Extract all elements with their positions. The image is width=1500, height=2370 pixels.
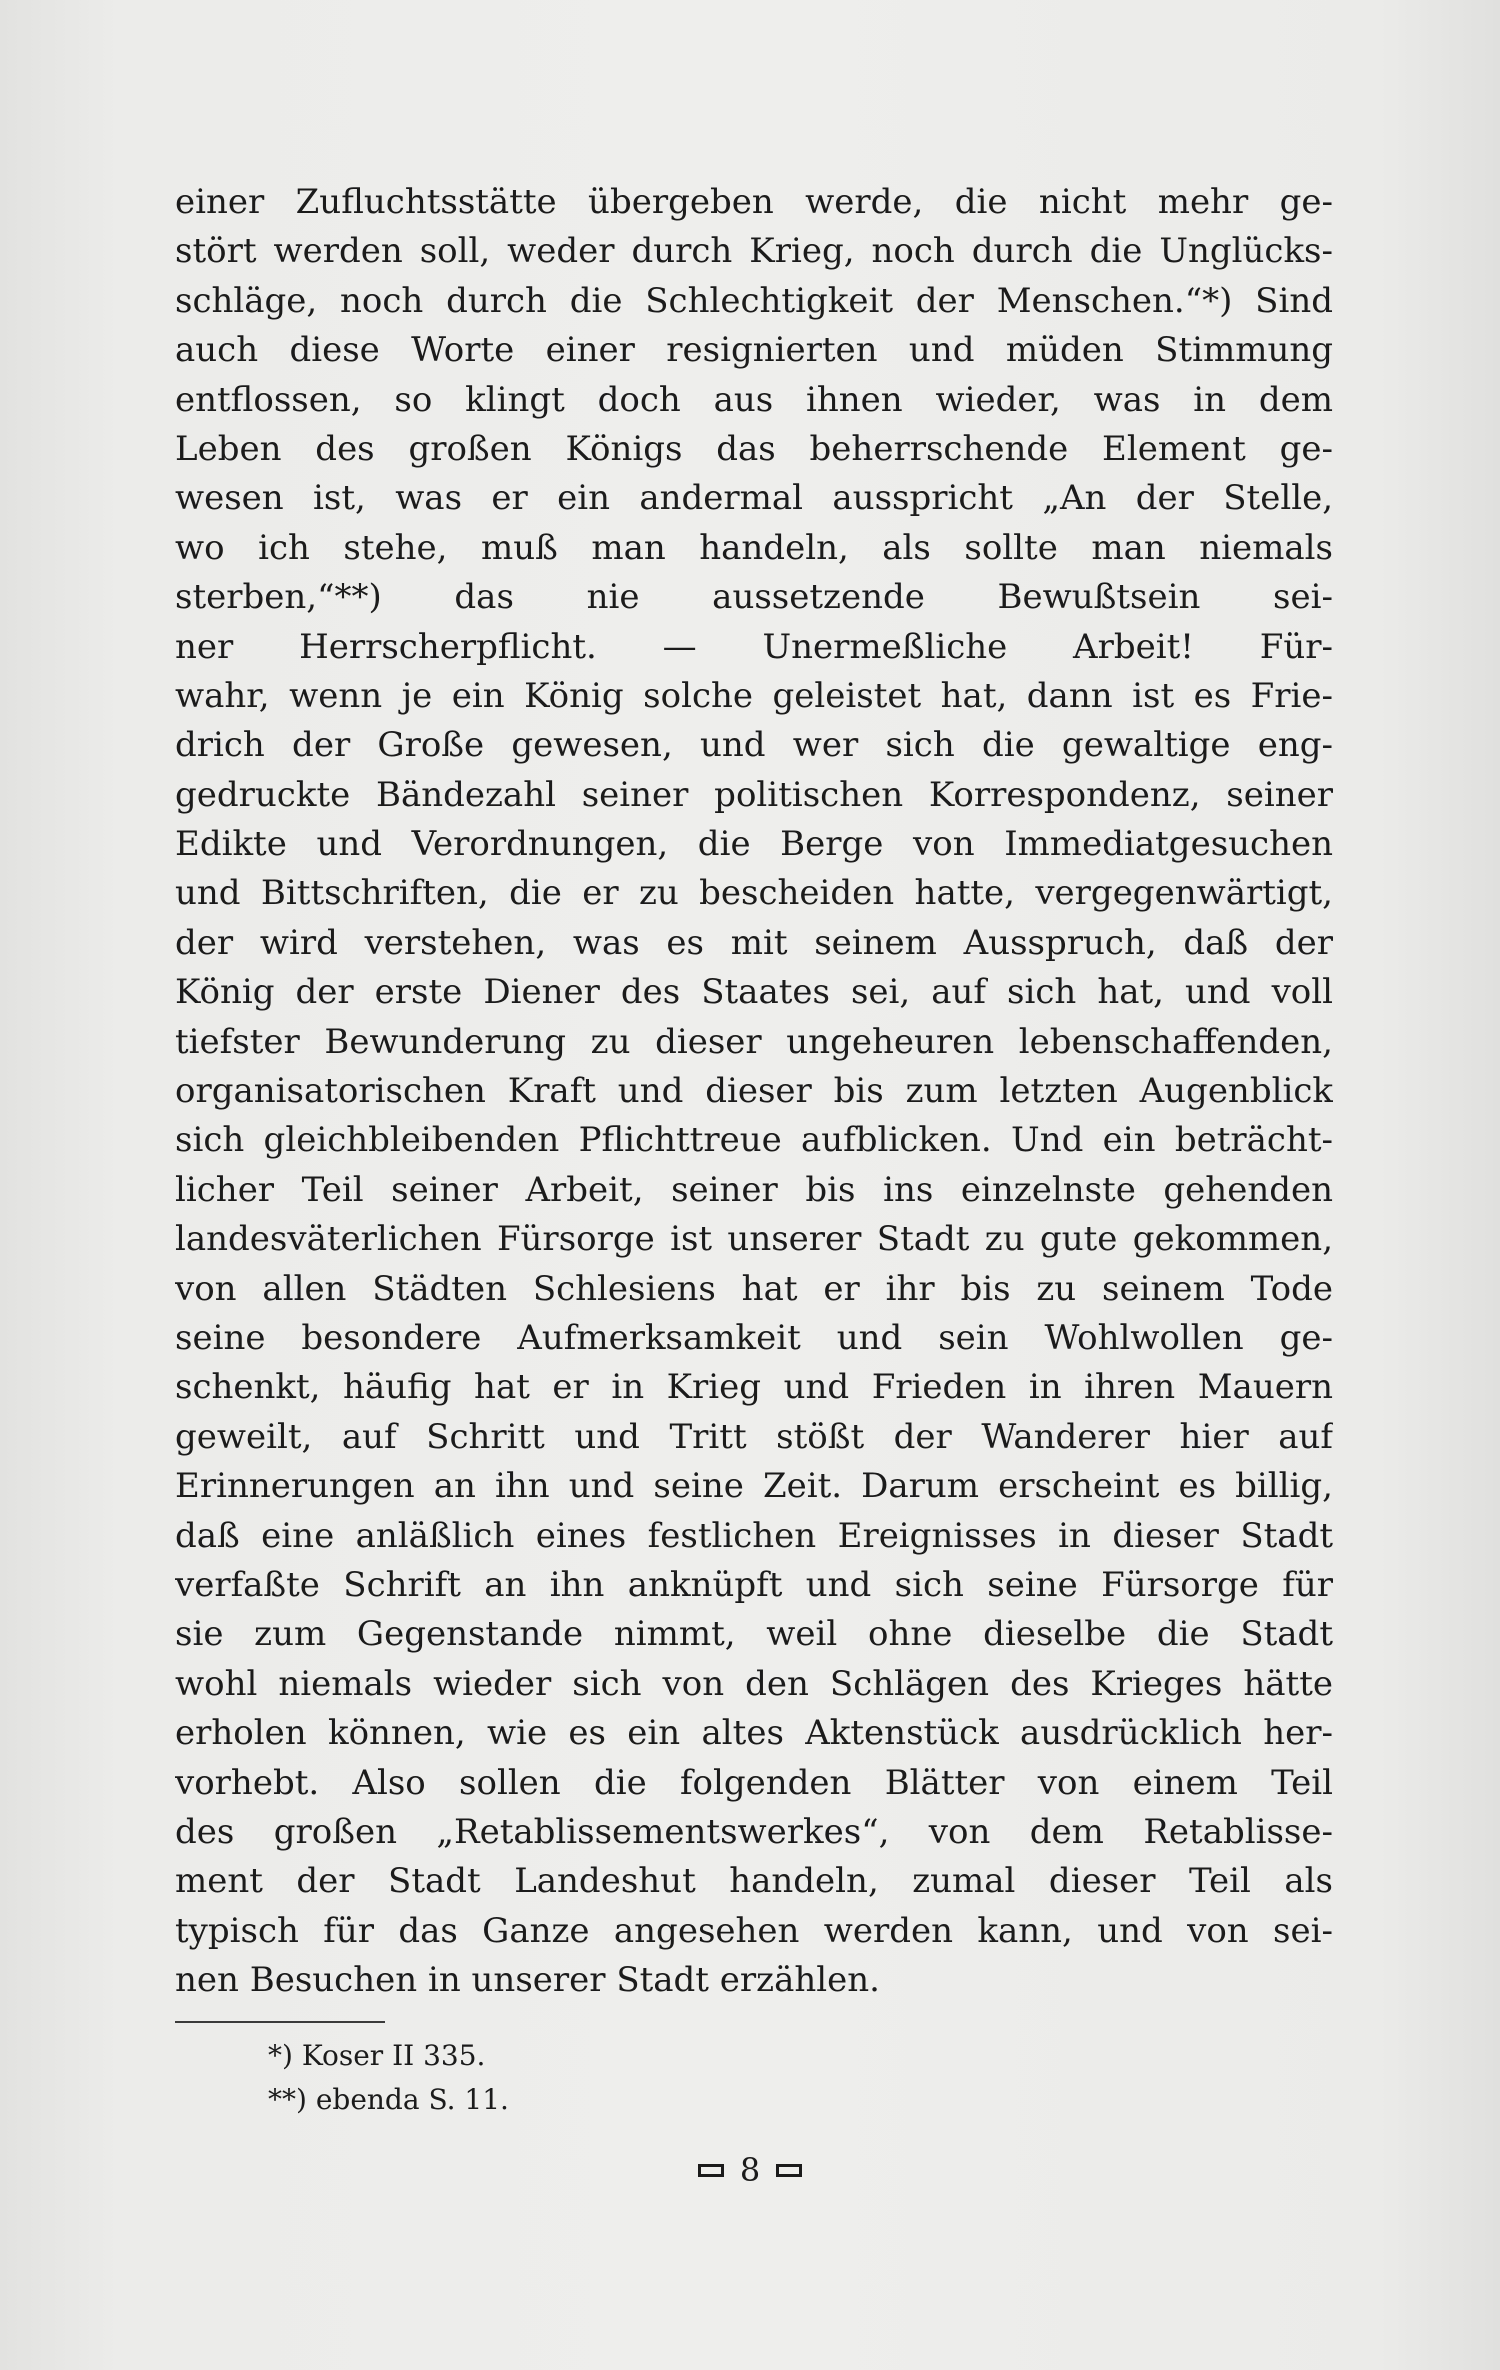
body-line: erholen können, wie es ein altes Aktenstück ausdrücklich her- [175, 1713, 1333, 1754]
page-number [680, 2148, 820, 2192]
body-line: typisch für das Ganze angesehen werden kann, und von sei- [175, 1910, 1333, 1951]
body-line: gedruckte Bändezahl seiner politischen Korrespondenz, seiner [175, 774, 1333, 815]
body-line: wahr, wenn je ein König solche geleistet hat, dann ist es Frie- [175, 675, 1333, 716]
footnote-1: *) Koser II 335. [268, 2039, 486, 2072]
body-line: geweilt, auf Schritt und Tritt stößt der Wanderer hier auf [175, 1416, 1333, 1457]
body-line: licher Teil seiner Arbeit, seiner bis ins einzelnste gehenden [175, 1169, 1333, 1210]
body-line: vorhebt. Also sollen die folgenden Blätter von einem Teil [175, 1762, 1333, 1803]
page-number-right-ornament [776, 2164, 802, 2177]
body-text [175, 178, 1333, 2005]
body-line: tiefster Bewunderung zu dieser ungeheuren lebenschaffenden, [175, 1021, 1333, 1062]
page-number-text: 8 [739, 2151, 761, 2189]
body-line: wo ich stehe, muß man handeln, als sollte man niemals [175, 527, 1333, 568]
body-line: schenkt, häufig hat er in Krieg und Frieden in ihren Mauern [175, 1367, 1333, 1408]
footnote-separator [175, 2021, 385, 2023]
body-line: sterben,“**) das nie aussetzende Bewußtsein sei- [175, 577, 1333, 618]
body-line: organisatorischen Kraft und dieser bis zum letzten Augenblick [175, 1071, 1333, 1112]
body-line: ner Herrscherpflicht. — Unermeßliche Arbeit! Für- [175, 626, 1333, 667]
body-line: schläge, noch durch die Schlechtigkeit der Menschen.“*) Sind [175, 280, 1333, 321]
page-number-left-ornament [698, 2164, 724, 2177]
body-line: sie zum Gegenstande nimmt, weil ohne dieselbe die Stadt [175, 1614, 1333, 1655]
body-line: Erinnerungen an ihn und seine Zeit. Darum erscheint es billig, [175, 1466, 1333, 1507]
body-line: einer Zufluchtsstätte übergeben werde, die nicht mehr ge- [175, 182, 1333, 222]
body-line: König der erste Diener des Staates sei, auf sich hat, und voll [175, 972, 1333, 1013]
body-line: wohl niemals wieder sich von den Schlägen des Krieges hätte [175, 1663, 1333, 1704]
body-line-last: nen Besuchen in unserer Stadt erzählen. [175, 1960, 880, 2001]
body-line: und Bittschriften, die er zu bescheiden hatte, vergegenwärtigt, [175, 873, 1333, 914]
body-line: von allen Städten Schlesiens hat er ihr bis zu seinem Tode [175, 1268, 1333, 1309]
body-line: landesväterlichen Fürsorge ist unserer Stadt zu gute gekommen, [175, 1219, 1333, 1260]
footnote-2: **) ebenda S. 11. [268, 2083, 509, 2116]
body-line: verfaßte Schrift an ihn anknüpft und sich seine Fürsorge für [175, 1564, 1333, 1605]
body-line: daß eine anläßlich eines festlichen Ereignisses in dieser Stadt [175, 1515, 1333, 1556]
body-line: stört werden soll, weder durch Krieg, noch durch die Unglücks- [175, 231, 1333, 272]
body-line: des großen „Retablissementswerkes“, von dem Retablisse- [175, 1811, 1333, 1852]
body-line: entflossen, so klingt doch aus ihnen wieder, was in dem [175, 379, 1333, 420]
body-line: der wird verstehen, was es mit seinem Ausspruch, daß der [175, 922, 1333, 963]
body-line: seine besondere Aufmerksamkeit und sein Wohlwollen ge- [175, 1317, 1333, 1358]
body-line: Edikte und Verordnungen, die Berge von Immediatgesuchen [175, 824, 1333, 865]
body-line: sich gleichbleibenden Pflichttreue aufblicken. Und ein beträcht- [175, 1120, 1333, 1161]
body-line: Leben des großen Königs das beherrschende Element ge- [175, 428, 1333, 469]
footnotes [268, 2034, 768, 2122]
body-line: ment der Stadt Landeshut handeln, zumal dieser Teil als [175, 1861, 1333, 1902]
body-line: wesen ist, was er ein andermal ausspricht „An der Stelle, [175, 478, 1333, 519]
body-line: drich der Große gewesen, und wer sich die gewaltige eng- [175, 725, 1333, 766]
body-line: auch diese Worte einer resignierten und müden Stimmung [175, 330, 1333, 371]
